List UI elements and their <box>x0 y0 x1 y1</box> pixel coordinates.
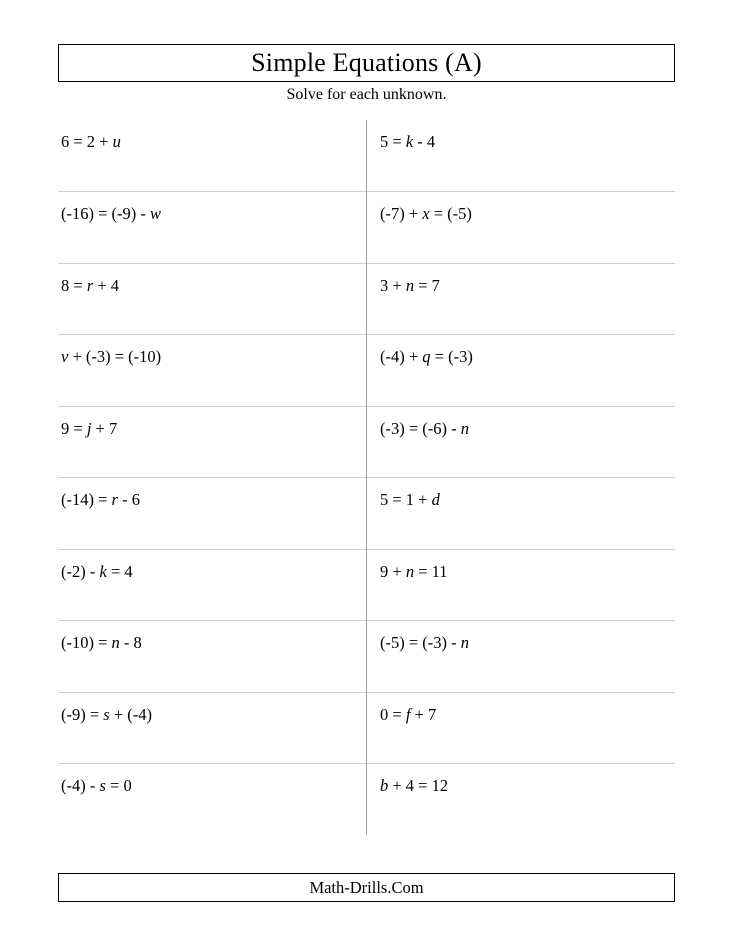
table-row <box>58 478 675 550</box>
table-row <box>58 764 675 836</box>
equation: (-3) = (-6) - n <box>380 418 470 438</box>
table-row <box>58 192 675 264</box>
equation: 6 = 2 + u <box>61 132 121 151</box>
problems-grid <box>58 120 675 835</box>
problem-cell <box>58 692 367 764</box>
equation: 3 + n = 7 <box>380 275 440 295</box>
problem-cell <box>367 549 676 621</box>
equation: 9 + n = 11 <box>380 561 448 581</box>
problem-cell <box>58 192 367 264</box>
problem-cell <box>367 478 676 550</box>
table-row <box>58 621 675 693</box>
footer-box <box>58 873 675 902</box>
equation: (-7) + x = (-5) <box>380 204 472 223</box>
equation: (-9) = s + (-4) <box>61 704 153 724</box>
equation: 8 = r + 4 <box>61 275 120 295</box>
equation: (-10) = n - 8 <box>61 633 142 652</box>
equation: v + (-3) = (-10) <box>61 347 162 366</box>
problem-cell <box>58 621 367 693</box>
equation: (-16) = (-9) - w <box>61 204 162 223</box>
problem-cell <box>58 263 367 335</box>
equation: b + 4 = 12 <box>380 776 449 795</box>
equation: 9 = j + 7 <box>61 418 118 438</box>
table-row <box>58 406 675 478</box>
title-box <box>58 44 675 82</box>
equation: (-14) = r - 6 <box>61 490 140 509</box>
equation: 0 = f + 7 <box>380 704 437 724</box>
equation: 5 = 1 + d <box>380 490 440 509</box>
problem-cell <box>58 335 367 407</box>
problem-cell <box>58 549 367 621</box>
problem-cell <box>58 764 367 836</box>
table-row <box>58 263 675 335</box>
problem-cell <box>367 120 676 192</box>
problem-cell <box>367 335 676 407</box>
problem-cell <box>58 120 367 192</box>
equation: 5 = k - 4 <box>380 132 436 151</box>
equation: (-5) = (-3) - n <box>380 633 470 652</box>
problem-cell <box>367 621 676 693</box>
table-row <box>58 692 675 764</box>
problem-cell <box>58 406 367 478</box>
problem-cell <box>367 406 676 478</box>
problem-cell <box>367 692 676 764</box>
table-row <box>58 120 675 192</box>
problem-cell <box>367 192 676 264</box>
problem-cell <box>367 764 676 836</box>
problem-cell <box>367 263 676 335</box>
equation: (-4) - s = 0 <box>61 776 132 795</box>
instructions-text: Solve for each unknown. <box>286 86 447 103</box>
footer-label: Math-Drills.Com <box>309 878 424 897</box>
equation: (-4) + q = (-3) <box>380 347 473 366</box>
problem-cell <box>58 478 367 550</box>
page-title: Simple Equations (A) <box>251 48 482 77</box>
equation: (-2) - k = 4 <box>61 561 133 581</box>
table-row <box>58 549 675 621</box>
table-row <box>58 335 675 407</box>
